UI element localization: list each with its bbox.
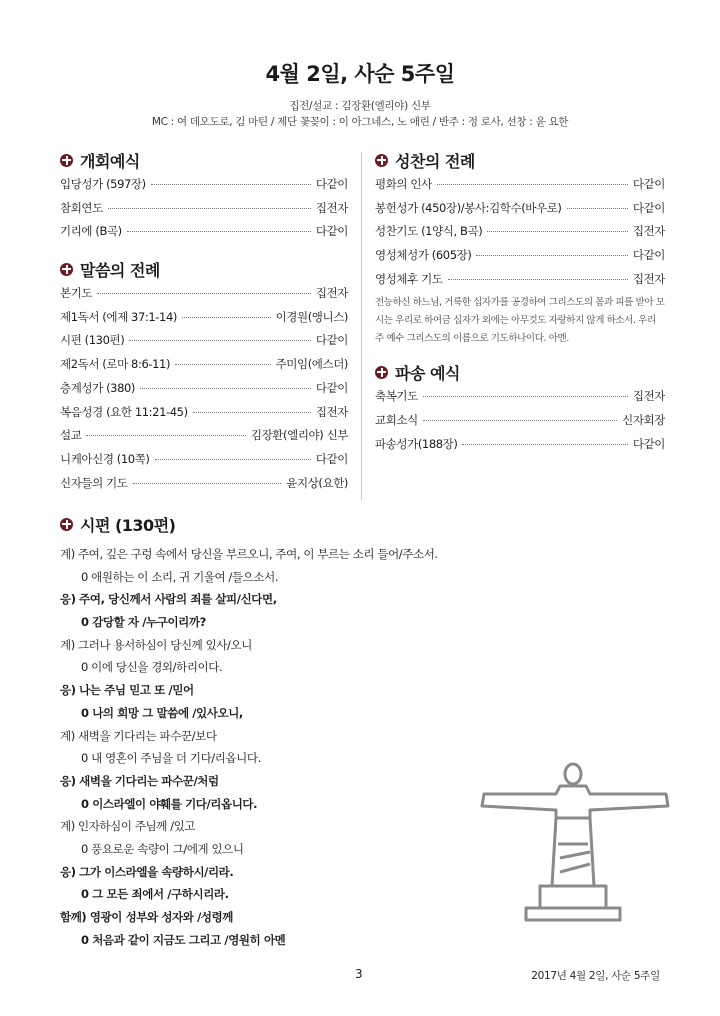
order-item-label: 입당성가 (597장) [60,177,146,191]
dot-leader [437,184,628,185]
order-item-label: 신자들의 기도 [60,475,128,490]
order-item [60,427,348,451]
dot-leader [423,396,628,397]
order-item-label: 설교 [60,428,82,443]
dot-leader [155,459,311,460]
order-item-label: 참회연도 [60,200,103,215]
order-item-role: 다같이 [315,177,348,191]
psalm-line: 0 풍요로운 속량이 그/에게 있으니 [81,841,244,856]
section-title: 말씀의 전례 [80,260,160,280]
dot-leader [567,208,628,209]
order-item [60,380,348,404]
cross-circle-icon [60,263,73,276]
left-column [60,148,348,498]
psalm-line: 함께) 영광이 성부와 성자와 /성령께 [60,910,233,924]
order-item-role: 김장환(엘리야) 신부 [250,428,348,443]
psalm-line: 0 나의 희망 그 말씀에 /있사오니, [81,705,243,720]
dot-leader [97,293,311,294]
section-title: 개회예식 [80,151,140,171]
christ-statue-icon [478,760,673,925]
dot-leader [129,340,311,341]
order-item [60,200,348,224]
order-item-role: 주미임(에스더) [275,357,348,372]
order-item [375,176,665,200]
dot-leader [127,231,311,232]
order-item-label: 제1독서 (에제 37:1-14) [60,309,177,324]
dot-leader [133,483,282,484]
psalm-line: 응) 주여, 당신께서 사람의 죄를 살피/신다면, [60,592,277,607]
order-item-role: 집전자 [632,224,665,239]
order-item [375,200,665,224]
section-heading-dismissal [375,360,665,384]
psalm-line: 0 애원하는 이 소리, 귀 기울여 /들으소서. [81,569,279,584]
order-item [60,285,348,309]
word-order-list [60,285,348,498]
section-heading-word [60,257,348,281]
section-title: 성찬의 전례 [395,151,475,171]
order-item-role: 집전자 [315,286,348,301]
order-item-role: 윤지상(요한) [286,475,348,490]
order-item-label: 층계성가 (380) [60,380,136,395]
order-item-role: 다같이 [632,177,665,191]
psalm-line: 계) 그러나 용서하심이 당신께 있사/오니 [60,637,252,652]
psalm-line: 계) 주여, 깊은 구렁 속에서 당신을 부르오니, 주여, 이 부르는 소리 들어/주소서. [60,547,438,561]
order-item-role: 다같이 [315,224,348,239]
ministers-line: MC : 여 데오도로, 김 마틴 / 제단 꽃꽂이 : 이 아그네스, 노 애린 / 반주 : 정 로사, 선창 : 윤 요한 [151,116,569,128]
order-item-role: 다같이 [632,436,665,451]
section-title: 시편 (130편) [80,515,176,535]
column-divider [361,152,362,500]
dot-leader [175,364,271,365]
order-item-label: 영성체후 기도 [375,271,443,286]
psalm-line: 응) 나는 주님 믿고 또 /믿어 [60,683,194,698]
dismissal-order-list [375,388,665,459]
dot-leader [476,255,627,256]
right-column [375,148,665,460]
order-item-label: 제2독서 (로마 8:6-11) [60,357,171,372]
order-item-role: 다같이 [632,248,665,263]
order-item-label: 축복기도 [375,389,418,404]
order-item-role: 집전자 [632,271,665,286]
order-item [375,223,665,247]
order-item-label: 평화의 인사 [375,177,432,191]
order-item-role: 이경원(앵니스) [275,309,348,324]
order-item [60,223,348,247]
order-item-role: 다같이 [315,451,348,466]
order-item [375,271,665,295]
dot-leader [462,444,627,445]
order-item [60,451,348,475]
order-item [375,247,665,271]
order-item [60,332,348,356]
psalm-line: 0 감당할 자 /누구이리까? [81,615,206,630]
psalm-line: 응) 그가 이스라엘을 속량하시/리라. [60,864,234,879]
order-item-label: 영성체성가 (605장) [375,248,472,263]
order-item-label: 니케아신경 (10쪽) [60,451,150,466]
order-item-label: 봉헌성가 (450장)/봉사:김학수(바우로) [375,200,562,215]
order-item-label: 시편 (130편) [60,333,125,348]
order-item-label: 교회소식 [375,413,418,428]
dot-leader [423,420,617,421]
dot-leader [193,412,311,413]
dot-leader [448,279,628,280]
order-item-role: 다같이 [632,200,665,215]
footer-date: 2017년 4월 2일, 사순 5주일 [531,970,660,982]
dot-leader [151,184,311,185]
post-communion-prayer: 전능하신 하느님, 거룩한 십자가를 공경하여 그리스도의 몸과 피를 받아 모시는 우리로 하여금 십자가 외에는 아무것도 자랑하지 않게 하소서. 우리 주 예수 그리스도의 이름으로 기도하나이다. 아멘. [375,297,665,345]
order-item-label: 복음성경 (요한 11:21-45) [60,404,188,419]
section-heading-eucharist [375,148,665,172]
psalm-line: 0 이스라엘이 야훼를 기다/리옵니다. [81,796,258,811]
order-item-label: 본기도 [60,286,93,301]
eucharist-order-list [375,176,665,294]
cross-circle-icon [60,518,73,531]
page-number: 3 [355,967,363,981]
psalm-line: 0 이에 당신을 경외/하리이다. [81,660,223,675]
psalm-line: 0 그 모든 죄에서 /구하시리라. [81,887,229,902]
order-item [375,436,665,460]
order-item-label: 기리에 (B곡) [60,224,122,239]
psalm-line: 0 처음과 같이 지금도 그리고 /영원히 아멘 [81,932,286,947]
cross-circle-icon [375,366,388,379]
order-item [60,475,348,499]
section-heading-opening [60,148,348,172]
dot-leader [487,231,628,232]
dot-leader [140,388,311,389]
order-item [60,309,348,333]
psalm-line: 응) 새벽을 기다리는 파수꾼/처럼 [60,773,219,788]
order-item-role: 다같이 [315,380,348,395]
order-item-role: 신자회장 [622,413,665,428]
cross-circle-icon [375,154,388,167]
order-item [60,404,348,428]
order-item [60,176,348,200]
psalm-line: 0 내 영혼이 주님을 더 기다/리옵니다. [81,751,261,766]
cross-circle-icon [60,154,73,167]
order-item [375,412,665,436]
psalm-line: 계) 인자하심이 주님께 /있고 [60,819,196,834]
order-item [375,388,665,412]
order-item-role: 집전자 [315,200,348,215]
section-heading-psalm [60,512,175,536]
dot-leader [86,435,245,436]
section-title: 파송 예식 [395,363,460,383]
dot-leader [182,317,271,318]
order-item-role: 다같이 [315,333,348,348]
page-title: 4월 2일, 사순 5주일 [265,62,455,86]
order-item [60,356,348,380]
celebrant-line: 집전/설교 : 김장환(엘리야) 신부 [289,100,431,112]
order-item-role: 집전자 [315,404,348,419]
opening-order-list [60,176,348,247]
order-item-role: 집전자 [632,389,665,404]
dot-leader [108,208,311,209]
order-item-label: 파송성가(188장) [375,436,458,451]
psalm-line: 계) 새벽을 기다리는 파수꾼/보다 [60,728,217,743]
order-item-label: 성찬기도 (1양식, B곡) [375,224,483,239]
